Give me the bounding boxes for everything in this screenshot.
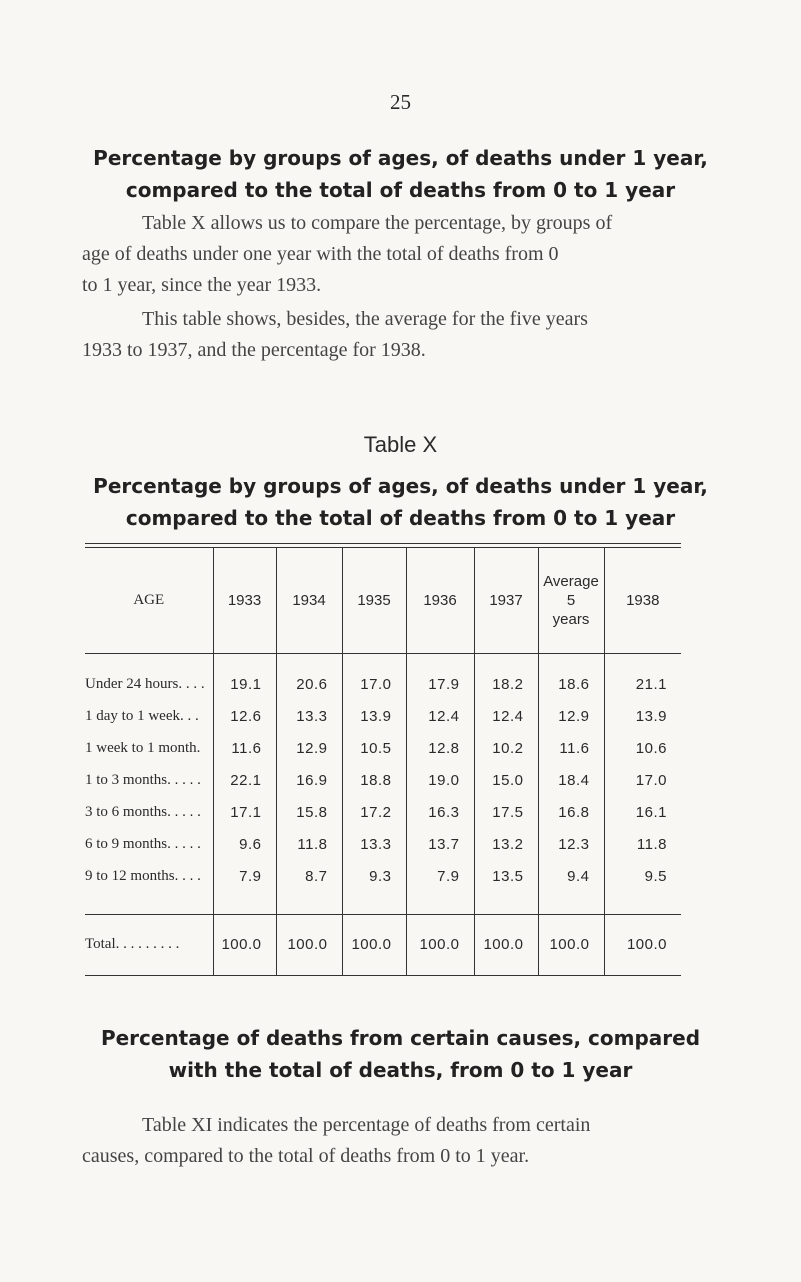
total-value: 100.0	[604, 915, 681, 975]
row-label: 1 day to 1 week. . .	[85, 707, 199, 724]
section-heading	[0, 142, 801, 206]
table-spacer-row	[85, 654, 681, 668]
row-label: 1 week to 1 month.	[85, 739, 201, 756]
cell-value: 10.6	[604, 732, 681, 764]
cell-value: 13.9	[604, 700, 681, 732]
table-row	[85, 668, 681, 700]
table-header-row	[85, 548, 681, 654]
cell-value: 17.5	[474, 796, 538, 828]
row-label: 6 to 9 months. . . . .	[85, 835, 201, 852]
table-title: Table X	[363, 432, 438, 457]
cell-value: 16.8	[538, 796, 604, 828]
cell-value: 10.5	[342, 732, 406, 764]
table-row	[85, 860, 681, 892]
cell-value: 9.6	[213, 828, 276, 860]
header-average	[538, 548, 604, 654]
cell-value: 19.1	[213, 668, 276, 700]
table-spacer-row	[85, 892, 681, 914]
header-1935: 1935	[342, 548, 406, 654]
cell-value: 11.6	[538, 732, 604, 764]
header-age: AGE	[133, 592, 165, 608]
header-average-line: years	[552, 611, 590, 628]
cell-value: 12.3	[538, 828, 604, 860]
cell-value: 18.8	[342, 764, 406, 796]
table-bottom-rule	[85, 975, 681, 976]
header-average-line: Average	[543, 573, 599, 590]
cell-value: 21.1	[604, 668, 681, 700]
table-row	[85, 828, 681, 860]
cell-value: 22.1	[213, 764, 276, 796]
paragraph-line: This table shows, besides, the average for the five years	[142, 308, 588, 330]
section-heading-line: Percentage by groups of ages, of deaths under 1 year,	[93, 146, 708, 170]
cell-value: 7.9	[406, 860, 474, 892]
cell-value: 12.8	[406, 732, 474, 764]
section-heading-line: Percentage of deaths from certain causes, compared	[100, 1026, 701, 1050]
cell-value: 12.9	[538, 700, 604, 732]
row-label: 9 to 12 months. . . .	[85, 867, 201, 884]
section-heading-line: with the total of deaths, from 0 to 1 year	[168, 1058, 633, 1082]
cell-value: 17.1	[213, 796, 276, 828]
header-average-line: 5	[566, 592, 576, 609]
total-value: 100.0	[538, 915, 604, 975]
cell-value: 9.5	[604, 860, 681, 892]
table-body	[85, 654, 681, 975]
table-row	[85, 700, 681, 732]
cell-value: 17.0	[604, 764, 681, 796]
cell-value: 17.0	[342, 668, 406, 700]
header-1934: 1934	[276, 548, 342, 654]
table-heading-line: compared to the total of deaths from 0 to 1 year	[125, 506, 676, 530]
cell-value: 11.6	[213, 732, 276, 764]
section-heading	[0, 1022, 801, 1086]
cell-value: 9.3	[342, 860, 406, 892]
data-table	[85, 548, 681, 975]
header-1937: 1937	[474, 548, 538, 654]
paragraph-line: age of deaths under one year with the total of deaths from 0	[82, 243, 559, 265]
cell-value: 11.8	[276, 828, 342, 860]
row-label: Under 24 hours. . . .	[85, 675, 205, 692]
paragraph-line: 1933 to 1937, and the percentage for 1938.	[82, 339, 426, 361]
cell-value: 11.8	[604, 828, 681, 860]
cell-value: 19.0	[406, 764, 474, 796]
closing-paragraph	[82, 1110, 722, 1172]
cell-value: 17.9	[406, 668, 474, 700]
cell-value: 13.7	[406, 828, 474, 860]
cell-value: 9.4	[538, 860, 604, 892]
cell-value: 13.5	[474, 860, 538, 892]
cell-value: 18.2	[474, 668, 538, 700]
cell-value: 13.9	[342, 700, 406, 732]
cell-value: 18.4	[538, 764, 604, 796]
cell-value: 20.6	[276, 668, 342, 700]
cell-value: 12.4	[474, 700, 538, 732]
section-heading-line: compared to the total of deaths from 0 to 1 year	[125, 178, 676, 202]
description-paragraph	[82, 304, 722, 366]
paragraph-line: Table XI indicates the percentage of deaths from certain	[142, 1114, 591, 1136]
row-label: 1 to 3 months. . . . .	[85, 771, 201, 788]
total-value: 100.0	[342, 915, 406, 975]
header-1938: 1938	[604, 548, 681, 654]
total-value: 100.0	[474, 915, 538, 975]
intro-paragraph	[82, 208, 722, 301]
cell-value: 15.0	[474, 764, 538, 796]
total-value: 100.0	[406, 915, 474, 975]
total-row	[85, 915, 681, 975]
total-label: Total. . . . . . . . .	[85, 936, 180, 952]
total-value: 100.0	[276, 915, 342, 975]
cell-value: 13.3	[342, 828, 406, 860]
cell-value: 13.3	[276, 700, 342, 732]
cell-value: 18.6	[538, 668, 604, 700]
data-table-container	[85, 543, 681, 976]
table-row	[85, 796, 681, 828]
cell-value: 12.6	[213, 700, 276, 732]
table-row	[85, 764, 681, 796]
cell-value: 13.2	[474, 828, 538, 860]
table-heading	[0, 470, 801, 534]
table-heading-line: Percentage by groups of ages, of deaths under 1 year,	[93, 474, 708, 498]
cell-value: 7.9	[213, 860, 276, 892]
cell-value: 16.3	[406, 796, 474, 828]
total-value: 100.0	[213, 915, 276, 975]
page-number: 25	[390, 90, 411, 114]
cell-value: 8.7	[276, 860, 342, 892]
paragraph-line: to 1 year, since the year 1933.	[82, 274, 322, 296]
cell-value: 17.2	[342, 796, 406, 828]
paragraph-line: causes, compared to the total of deaths from 0 to 1 year.	[82, 1145, 530, 1167]
cell-value: 16.1	[604, 796, 681, 828]
paragraph-line: Table X allows us to compare the percentage, by groups of	[142, 212, 613, 234]
header-1936: 1936	[406, 548, 474, 654]
cell-value: 15.8	[276, 796, 342, 828]
cell-value: 16.9	[276, 764, 342, 796]
table-row	[85, 732, 681, 764]
header-1933: 1933	[213, 548, 276, 654]
cell-value: 10.2	[474, 732, 538, 764]
cell-value: 12.4	[406, 700, 474, 732]
cell-value: 12.9	[276, 732, 342, 764]
row-label: 3 to 6 months. . . . .	[85, 803, 201, 820]
